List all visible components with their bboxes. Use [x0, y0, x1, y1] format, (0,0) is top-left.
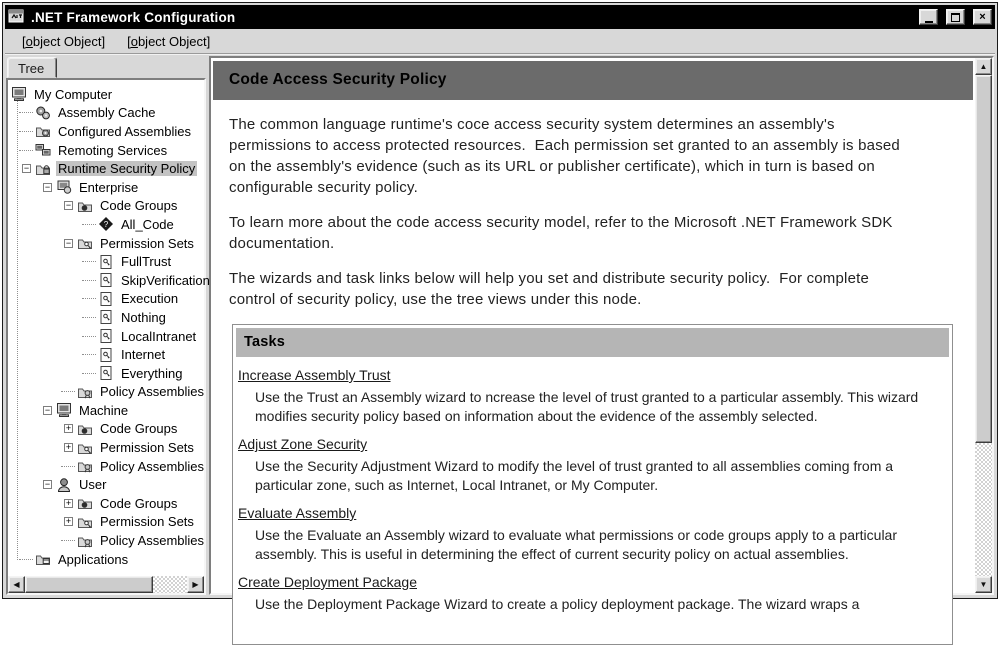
content-area [211, 58, 975, 612]
folder-key-icon [77, 235, 94, 251]
tree-expander [85, 332, 94, 341]
vertical-scrollbar-thumb[interactable] [975, 75, 992, 443]
horizontal-scrollbar[interactable] [8, 576, 204, 593]
folder-ribbon-icon [77, 384, 94, 400]
tree-item-label: FullTrust [121, 254, 172, 270]
tree-item-label: Machine [79, 402, 129, 418]
body-paragraph: To learn more about the code access security model, refer to the Microsoft .NET Framework SDK documentation. [229, 214, 897, 252]
tree-item-my-computer[interactable] [8, 85, 204, 104]
assembly-cache-icon [35, 105, 52, 121]
task-link[interactable]: Evaluate Assembly [238, 505, 357, 521]
tree-item-label: Internet [121, 347, 166, 363]
scroll-down-icon: ▼ [979, 580, 988, 589]
tree-item-policy-assemblies[interactable] [8, 531, 204, 550]
tree-item-label: Code Groups [100, 198, 178, 214]
page-title: Code Access Security Policy [213, 61, 973, 100]
tree-expander [64, 387, 73, 396]
tree-expander [22, 127, 31, 136]
tree-item-everything[interactable] [8, 364, 204, 383]
tree-item-label: Runtime Security Policy [58, 161, 196, 177]
tree-item-code-groups[interactable] [8, 197, 204, 216]
permission-set-icon [98, 291, 115, 307]
task-item [238, 574, 943, 614]
tree-item-label: Configured Assemblies [58, 123, 191, 139]
horizontal-scrollbar-thumb[interactable] [25, 576, 153, 593]
tree-expander [85, 313, 94, 322]
tree-item-configured-assemblies[interactable] [8, 122, 204, 141]
tree-item-permission-sets[interactable] [8, 438, 204, 457]
tree-item-localintranet[interactable] [8, 327, 204, 346]
tree-expander [85, 294, 94, 303]
tree-item-code-groups[interactable] [8, 420, 204, 439]
code-group-diamond-icon [98, 216, 115, 232]
tree-expander [22, 555, 31, 564]
body-paragraph: The common language runtime's coce access security system determines an assembly's permissions to access protected resources. Each permission set granted to an assembly is based on the assembly's evidence (such as its URL or publisher certificate), which in turn is based on configurable security policy. [229, 116, 905, 196]
user-icon [56, 477, 73, 493]
application-icon [8, 9, 25, 25]
task-item [238, 505, 943, 564]
tree-expander [85, 276, 94, 285]
permission-set-icon [98, 309, 115, 325]
tree-item-nothing[interactable] [8, 308, 204, 327]
tree-pane [6, 78, 210, 595]
tree-expander[interactable]: − [65, 200, 72, 211]
tree-item-label: Assembly Cache [58, 105, 156, 121]
horizontal-scrollbar-track[interactable] [153, 576, 187, 593]
folder-key-icon [77, 514, 94, 530]
tree-item-enterprise[interactable] [8, 178, 204, 197]
folder-gear-icon [35, 123, 52, 139]
task-item [238, 367, 943, 426]
tree-expander[interactable]: − [23, 163, 30, 174]
tree-item-assembly-cache[interactable] [8, 104, 204, 123]
tree-item-user[interactable] [8, 475, 204, 494]
close-icon: × [979, 11, 986, 23]
tree-item-internet[interactable] [8, 345, 204, 364]
tree-expander[interactable]: − [44, 404, 51, 415]
tree-item-label: Everything [121, 365, 183, 381]
tree-item-label: All_Code [121, 216, 174, 232]
permission-set-icon [98, 272, 115, 288]
tree-item-execution[interactable] [8, 290, 204, 309]
left-pane [6, 56, 210, 595]
tree-expander [64, 462, 73, 471]
tab-tree[interactable]: Tree [7, 57, 57, 78]
main-split [5, 54, 995, 612]
tree-item-fulltrust[interactable] [8, 252, 204, 271]
tree-expander [85, 369, 94, 378]
tree-expander [85, 220, 94, 229]
window-title: .NET Framework Configuration [31, 9, 236, 25]
tree-item-label: Policy Assemblies [100, 384, 205, 400]
tree-item-label: User [79, 477, 107, 493]
minimize-button[interactable] [919, 9, 938, 25]
tree-item-label: Execution [121, 291, 179, 307]
tree-expander [22, 108, 31, 117]
tree-item-label: Code Groups [100, 421, 178, 437]
tree-expander[interactable]: − [44, 479, 51, 490]
permission-set-icon [98, 365, 115, 381]
scroll-left-button[interactable] [8, 576, 25, 593]
tree-expander [64, 536, 73, 545]
tree-expander [22, 146, 31, 155]
tree-expander[interactable]: + [65, 442, 72, 453]
scroll-up-button[interactable] [975, 58, 992, 75]
folder-lock-icon [35, 161, 52, 177]
close-button[interactable] [973, 9, 992, 25]
tree-item-applications[interactable] [8, 550, 204, 569]
scroll-right-button[interactable] [187, 576, 204, 593]
tree-item-remoting-services[interactable] [8, 141, 204, 160]
tree-expander[interactable]: − [44, 181, 51, 192]
folder-ribbon-icon [77, 533, 94, 549]
tree-item-label: Permission Sets [100, 440, 194, 456]
tree-expander[interactable]: + [65, 516, 72, 527]
menu-item[interactable]: [object Object] [22, 33, 106, 49]
net-framework-configuration-window [2, 2, 998, 612]
task-link[interactable]: Adjust Zone Security [238, 436, 368, 452]
tree-expander[interactable]: + [65, 497, 72, 508]
task-description: Use the Security Adjustment Wizard to modify the level of trust granted to all assemblies coming from a particular zone, such as Internet, Local Intranet, or My Computer. [255, 458, 897, 493]
tree-item-label: Code Groups [100, 495, 178, 511]
tasks-heading: Tasks [236, 328, 949, 357]
my-computer-icon [11, 86, 28, 102]
tree-item-skipverification[interactable] [8, 271, 210, 290]
right-pane [209, 56, 994, 612]
tree-view [8, 80, 210, 576]
tree-item-permission-sets[interactable] [8, 234, 204, 253]
tab-row [6, 56, 206, 78]
tree-expander [85, 350, 94, 359]
tree-item-label: Policy Assemblies [100, 533, 205, 549]
tree-item-label: Applications [58, 551, 129, 567]
tree-item-runtime-security-policy[interactable] [8, 159, 204, 178]
task-link[interactable]: Increase Assembly Trust [238, 367, 391, 383]
tree-item-label: Enterprise [79, 179, 139, 195]
tree-item-label: Nothing [121, 309, 166, 325]
enterprise-icon [56, 179, 73, 195]
folder-ball-icon [77, 495, 94, 511]
task-description: Use the Trust an Assembly wizard to ncrease the level of trust granted to a particular assembly. This wizard modifies security policy based on information about the evidence of the assembly selected. [255, 389, 923, 424]
body-paragraph: The wizards and task links below will help you set and distribute security policy. For complete control of security policy, use the tree views under this node. [229, 270, 874, 308]
folder-ball-icon [77, 198, 94, 214]
tree-item-label: Permission Sets [100, 235, 194, 251]
scroll-up-icon: ▲ [979, 62, 988, 71]
menu-item[interactable]: [object Object] [127, 33, 211, 49]
tree-expander[interactable]: − [65, 237, 72, 248]
machine-icon [56, 402, 73, 418]
tree-item-label: SkipVerification [121, 272, 210, 288]
folder-app-icon [35, 551, 52, 567]
task-item [238, 436, 943, 495]
svg-text:?: ? [103, 220, 109, 230]
scroll-down-button[interactable] [975, 576, 992, 593]
task-link[interactable]: Create Deployment Package [238, 574, 417, 590]
vertical-scrollbar[interactable] [975, 58, 992, 593]
tree-item-policy-assemblies[interactable] [8, 457, 204, 476]
remoting-icon [35, 142, 52, 158]
minimize-icon [925, 21, 933, 23]
menu-bar [5, 29, 995, 54]
vertical-scrollbar-track[interactable] [975, 443, 992, 576]
title-bar [5, 5, 995, 29]
folder-ball-icon [77, 421, 94, 437]
tree-item-label: Permission Sets [100, 514, 194, 530]
permission-set-icon [98, 328, 115, 344]
tree-expander [85, 257, 94, 266]
maximize-icon [951, 13, 960, 22]
tree-item-all-code[interactable] [8, 215, 204, 234]
folder-ribbon-icon [77, 458, 94, 474]
tree-item-label: My Computer [34, 86, 113, 102]
tree-item-code-groups[interactable] [8, 494, 204, 513]
tasks-panel [232, 324, 953, 645]
folder-key-icon [77, 440, 94, 456]
permission-set-icon [98, 347, 115, 363]
scroll-right-icon: ▶ [192, 580, 199, 589]
maximize-button[interactable] [946, 9, 965, 25]
tree-item-permission-sets[interactable] [8, 513, 204, 532]
tree-item-policy-assemblies[interactable] [8, 383, 204, 402]
task-description: Use the Deployment Package Wizard to create a policy deployment package. The wizard wraps a [255, 596, 860, 612]
tree-item-label: Policy Assemblies [100, 458, 205, 474]
task-description: Use the Evaluate an Assembly wizard to evaluate what permissions or code groups apply to a particular assembly. This is useful in determining the effect of current security policy on actual assemblies. [255, 527, 901, 562]
tree-expander[interactable]: + [65, 423, 72, 434]
scroll-left-icon: ◀ [13, 580, 20, 589]
permission-set-icon [98, 254, 115, 270]
tree-item-machine[interactable] [8, 401, 204, 420]
tree-item-label: LocalIntranet [121, 328, 197, 344]
tree-item-label: Remoting Services [58, 142, 168, 158]
